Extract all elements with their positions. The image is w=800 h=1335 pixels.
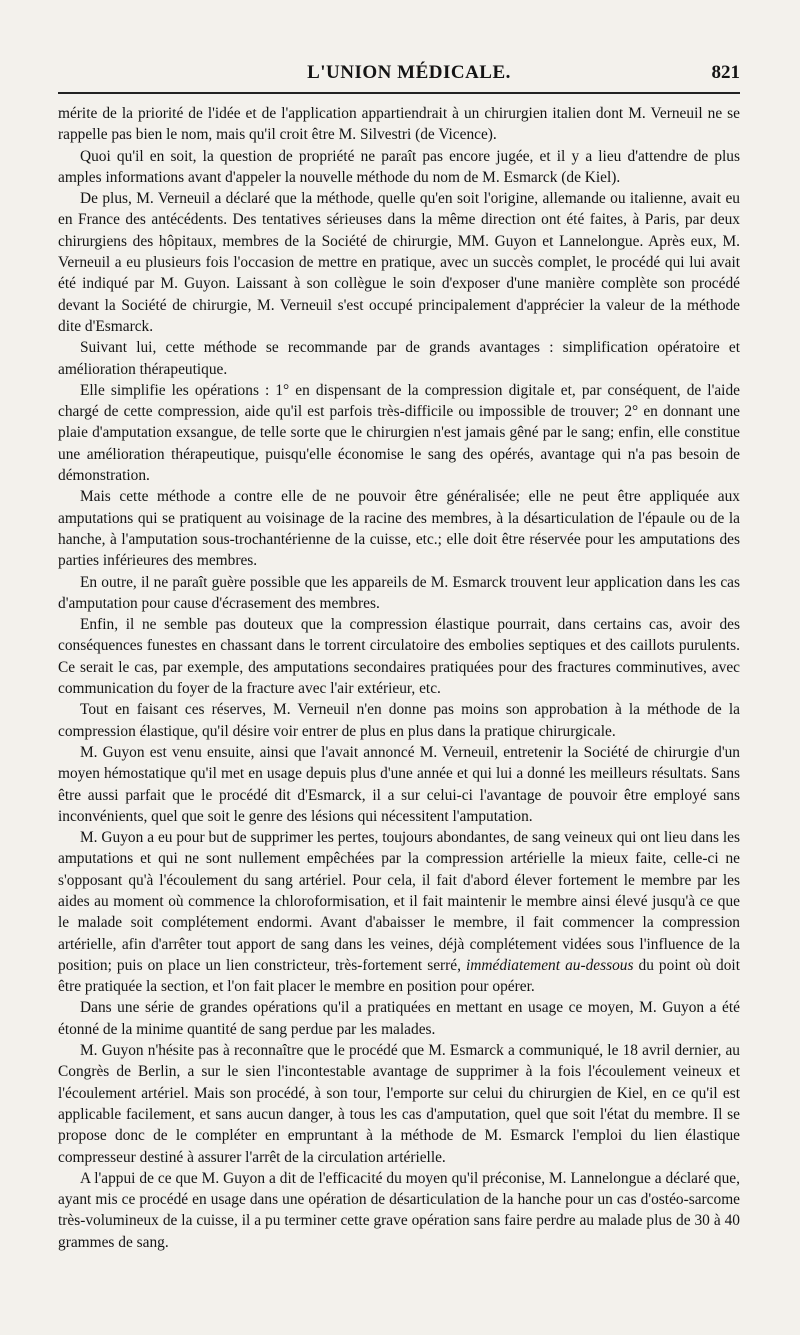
- paragraph: M. Guyon est venu ensuite, ainsi que l'avait annoncé M. Verneuil, entretenir la Société de chirurgie d'un moyen hémostatique qu'il met en usage depuis plus d'une année et qui lui a donné les meilleurs résultats. Sans être aussi parfait que le procédé dit d'Esmarck, il a sur celui-ci l'avantage de pouvoir être employé sans inconvénients, quel que soit le genre des lésions qui nécessitent l'amputation.: [58, 743, 740, 825]
- running-header: [58, 56, 740, 90]
- paragraph: Suivant lui, cette méthode se recommande par de grands avantages : simplification opératoire et amélioration thérapeutique.: [58, 339, 740, 378]
- paragraph-with-emphasis: [58, 827, 740, 997]
- journal-page: [58, 0, 740, 1335]
- paragraph: De plus, M. Verneuil a déclaré que la méthode, quelle qu'en soit l'origine, allemande ou italienne, avait eu en France des antécédents. Des tentatives sérieuses dans la même direction ont été faites, à Paris, par deux chirurgiens des hôpitaux, membres de la Société de chirurgie, MM. Guyon et Lannelongue. Après eux, M. Verneuil a eu plusieurs fois l'occasion de mettre en pratique, avec un succès complet, le procédé qui lui avait été indiqué par M. Guyon. Laissant à son collègue le soin d'exposer d'une manière complète son procédé devant la Société de chirurgie, M. Verneuil s'est occupé principalement d'apprécier la valeur de la méthode dite d'Esmarck.: [58, 190, 740, 335]
- page-number: 821: [711, 62, 740, 83]
- paragraph: Enfin, il ne semble pas douteux que la compression élastique pourrait, dans certains cas, avoir des conséquences funestes en chassant dans le torrent circulatoire des embolies septiques et des caillots purulents. Ce serait le cas, par exemple, des amputations secondaires pratiquées pour des fractures comminutives, avec communication du foyer de la fracture avec l'air extérieur, etc.: [58, 616, 740, 698]
- paragraph: Quoi qu'il en soit, la question de propriété ne paraît pas encore jugée, et il y a lieu d'attendre de plus amples informations avant d'appeler la nouvelle méthode du nom de M. Esmarck (de Kiel).: [58, 147, 740, 186]
- paragraph: En outre, il ne paraît guère possible que les appareils de M. Esmarck trouvent leur application dans les cas d'amputation pour cause d'écrasement des membres.: [58, 573, 740, 612]
- emphasis-text: immédiatement au-dessous: [466, 956, 634, 974]
- paragraph: Tout en faisant ces réserves, M. Verneuil n'en donne pas moins son approbation à la méthode de la compression élastique, qu'il désire voir entrer de plus en plus dans la pratique chirurgicale.: [58, 701, 740, 740]
- paragraph: A l'appui de ce que M. Guyon a dit de l'efficacité du moyen qu'il préconise, M. Lannelongue a déclaré que, ayant mis ce procédé en usage dans une opération de désarticulation de la hanche pour un cas d'ostéo-sarcome très-volumineux de la cuisse, il a pu terminer cette grave opération sans faire perdre au malade plus de 30 à 40 grammes de sang.: [58, 1169, 740, 1251]
- paragraph: Dans une série de grandes opérations qu'il a pratiquées en mettant en usage ce moyen, M. Guyon a été étonné de la minime quantité de sang perdue par les malades.: [58, 999, 740, 1038]
- paragraph-text-end: du point où doit être pratiquée la section, et l'on fait placer le membre en position pour opérer.: [58, 956, 740, 996]
- paragraph: Elle simplifie les opérations : 1° en dispensant de la compression digitale et, par conséquent, de l'aide chargé de cette compression, aide qu'il est parfois très-difficile ou impossible de trouver; 2° en donnant une plaie d'amputation exsangue, de telle sorte que le chirurgien n'est jamais gêné par le sang; enfin, elle constitue une amélioration thérapeutique, puisqu'elle économise le sang des opérés, avantage qui n'a pas besoin de démonstration.: [58, 381, 740, 485]
- header-rule: [58, 92, 740, 94]
- article-body: [58, 103, 740, 1253]
- paragraph: Mais cette méthode a contre elle de ne pouvoir être généralisée; elle ne peut être appliquée aux amputations qui se pratiquent au voisinage de la racine des membres, à la désarticulation de l'épaule ou de la hanche, à l'amputation sous-trochantérienne de la cuisse, etc.; elle doit être réservée pour les amputations des parties inférieures des membres.: [58, 488, 740, 570]
- journal-title: L'UNION MÉDICALE.: [307, 62, 511, 83]
- paragraph-text-start: M. Guyon a eu pour but de supprimer les pertes, toujours abondantes, de sang veineux qui ont lieu dans les amputations et qui ne sont nullement empêchées par la compression artérielle la mieux faite, celle-ci ne s'opposant qu'à l'écoulement du sang artériel. Pour cela, il fait d'abord élever fortement le membre par les aides au moment où commence la chloroformisation, et il fait maintenir le membre ainsi élevé jusqu'à ce que le malade soit complétement endormi. Avant d'abaisser le membre, il fait commencer la compression artérielle, afin d'arrêter tout apport de sang dans les veines, déjà complétement vidées sous l'influence de la position; puis on place un lien constricteur, très-fortement serré,: [58, 829, 740, 974]
- paragraph: mérite de la priorité de l'idée et de l'application appartiendrait à un chirurgien italien dont M. Verneuil ne se rappelle pas bien le nom, mais qu'il croit être M. Silvestri (de Vicence).: [58, 105, 740, 144]
- paragraph: M. Guyon n'hésite pas à reconnaître que le procédé que M. Esmarck a communiqué, le 18 avril dernier, au Congrès de Berlin, a sur le sien l'incontestable avantage de supprimer à la fois l'écoulement veineux et l'écoulement artériel. Mais son procédé, à son tour, l'emporte sur celui du chirurgien de Kiel, en ce qu'il est applicable facilement, et sans aucun danger, à tous les cas d'amputation, quel que soit l'état du membre. Il se propose donc de le compléter en empruntant à la méthode de M. Esmarck l'emploi du lien élastique compresseur destiné à assurer l'arrêt de la circulation artérielle.: [58, 1042, 740, 1166]
